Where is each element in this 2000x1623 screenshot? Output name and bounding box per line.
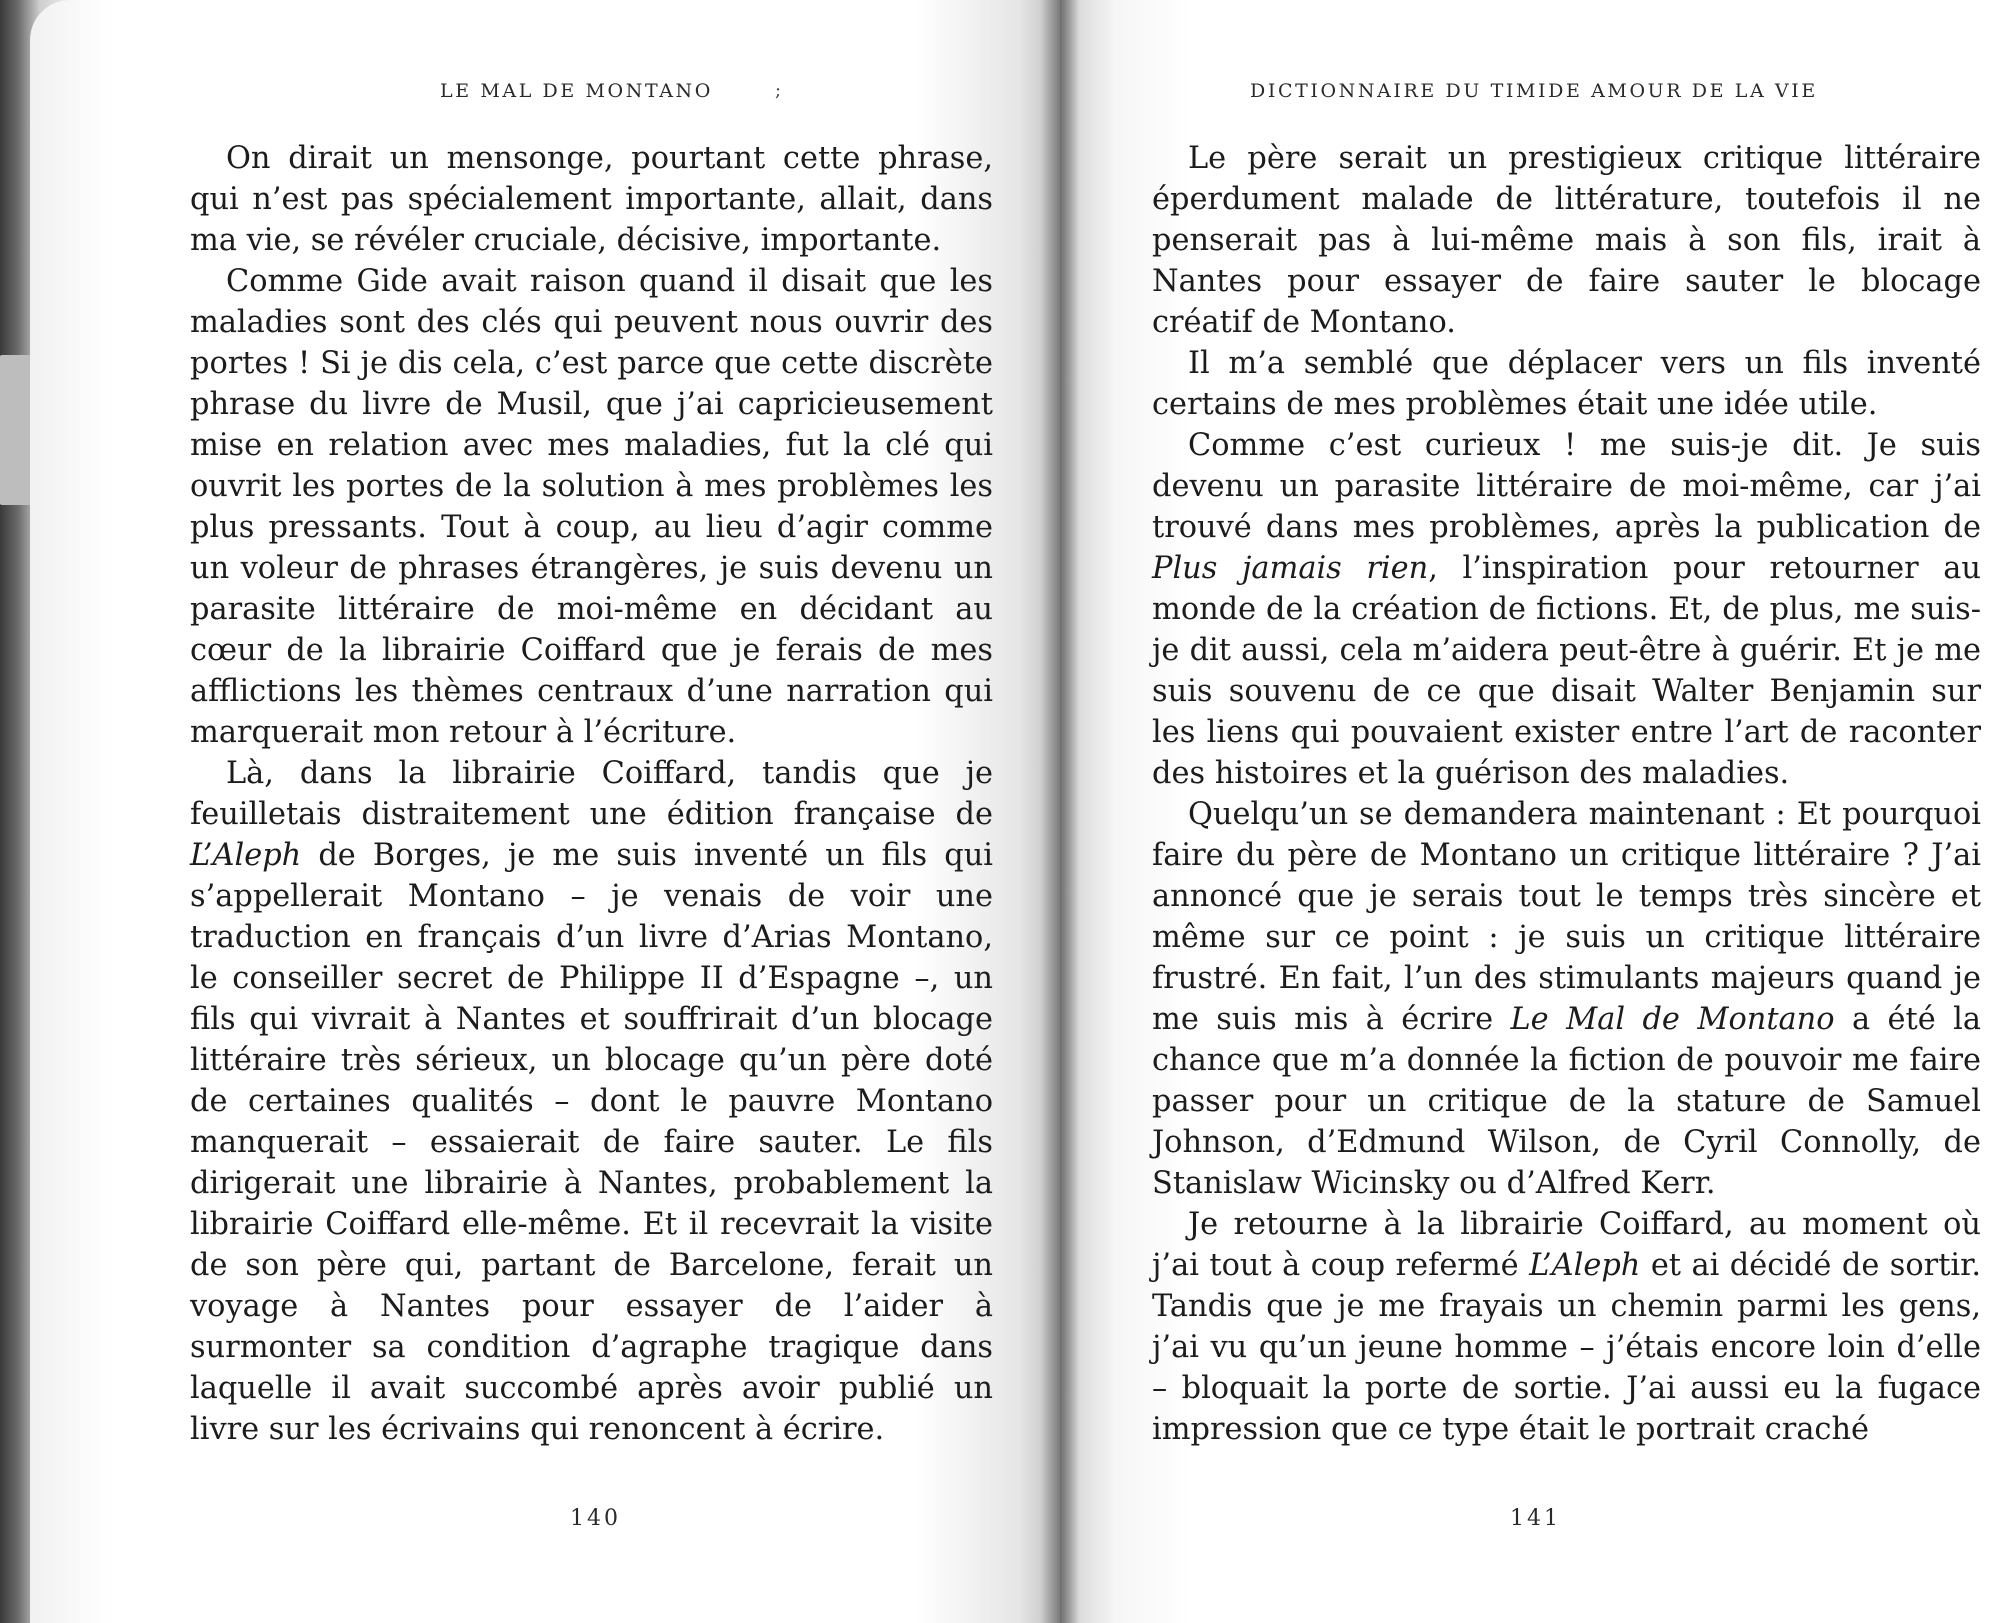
right-paragraph-4: Quelqu’un se demandera maintenant : Et pourquoi faire du père de Montano un critique littéraire ? J’ai annoncé que je serais tout le temps très sincère et même sur ce point : je suis un critique littéraire frustré. En fait, l’un des stimulants majeurs quand je me suis mis à écrire Le Mal de Montano a été la chance que m’a donnée la fiction de pouvoir me faire passer pour un critique de la stature de Samuel Johnson, d’Edmund Wilson, de Cyril Connolly, de Stanislaw Wicinsky ou d’Alfred Kerr. [1152,797,1981,1201]
right-paragraph-1: Le père serait un prestigieux critique littéraire éperdument malade de littérature, toutefois il ne penserait pas à lui-même mais à son fils, irait à Nantes pour essayer de faire sauter le blocage créatif de Montano. [1152,141,1981,340]
book-title-italic: Le Mal de Montano [1510,1002,1835,1037]
left-paragraph-1: On dirait un mensonge, pourtant cette phrase, qui n’est pas spécialement importante, allait, dans ma vie, se révéler cruciale, décisive, importante. [190,141,993,258]
left-body-text [190,138,993,1450]
right-running-head: DICTIONNAIRE DU TIMIDE AMOUR DE LA VIE [1250,80,1818,102]
book-title-italic: Plus jamais rien [1152,551,1429,586]
left-paragraph-3: Là, dans la librairie Coiffard, tandis que je feuilletais distraitement une édition française de L’Aleph de Borges, je me suis inventé un fils qui s’appellerait Montano – je venais de voir une traduction en français d’un livre d’Arias Montano, le conseiller secret de Philippe II d’Espagne –, un fils qui vivrait à Nantes et souffrirait d’un blocage littéraire très sérieux, un blocage qu’un père doté de certaines qualités – dont le pauvre Montano manquerait – essaierait de faire sauter. Le fils dirigerait une librairie à Nantes, probablement la librairie Coiffard elle-même. Et il recevrait la visite de son père qui, partant de Barcelone, ferait un voyage à Nantes pour essayer de l’aider à surmonter sa condition d’agraphe tragique dans laquelle il avait succombé après avoir publié un livre sur les écrivains qui renoncent à écrire. [190,756,993,1447]
book-gutter [1040,0,1080,1623]
right-page [1060,0,2000,1623]
left-page [30,0,1060,1623]
left-running-head: LE MAL DE MONTANO [440,80,713,102]
book-title-italic: L’Aleph [1529,1248,1641,1283]
left-paragraph-2: Comme Gide avait raison quand il disait que les maladies sont des clés qui peuvent nous ouvrir des portes ! Si je dis cela, c’est parce que cette discrète phrase du livre de Musil, que j’ai capricieusement mise en relation avec mes maladies, fut la clé qui ouvrit les portes de la solution à mes problèmes les plus pressants. Tout à coup, au lieu d’agir comme un voleur de phrases étrangères, je suis devenu un parasite littéraire de moi-même en décidant au cœur de la librairie Coiffard que je ferais de mes afflictions les thèmes centraux d’une narration qui marquerait mon retour à l’écriture. [190,264,993,750]
left-stray-mark: ; [775,80,782,101]
right-page-number: 141 [1510,1506,1561,1531]
right-paragraph-3: Comme c’est curieux ! me suis-je dit. Je suis devenu un parasite littéraire de moi-même, car j’ai trouvé dans mes problèmes, après la publication de Plus jamais rien, l’inspiration pour retourner au monde de la création de fictions. Et, de plus, me suis-je dit aussi, cela m’aidera peut-être à guérir. Et je me suis souvenu de ce que disait Walter Benjamin sur les liens qui pouvaient exister entre l’art de raconter des histoires et la guérison des maladies. [1152,428,1981,791]
right-body-text [1152,138,1981,1450]
left-page-number: 140 [570,1506,621,1531]
right-paragraph-5: Je retourne à la librairie Coiffard, au moment où j’ai tout à coup refermé L’Aleph et ai décidé de sortir. Tandis que je me frayais un chemin parmi les gens, j’ai vu qu’un jeune homme – j’étais encore loin d’elle – bloquait la porte de sortie. J’ai aussi eu la fugace impression que ce type était le portrait craché [1152,1207,1981,1447]
right-paragraph-2: Il m’a semblé que déplacer vers un fils inventé certains de mes problèmes était une idée utile. [1152,346,1981,422]
book-title-italic: L’Aleph [190,838,302,873]
